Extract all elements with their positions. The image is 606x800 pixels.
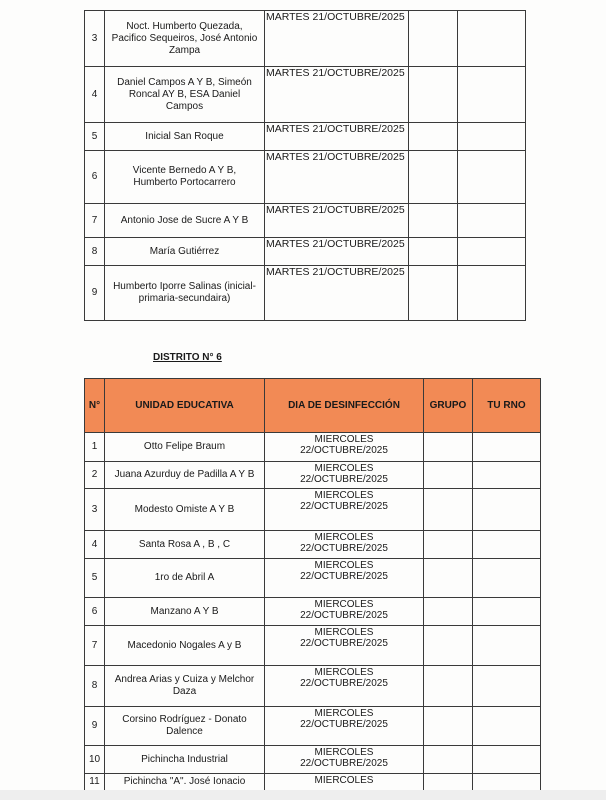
- unidad-educativa: Noct. Humberto Quezada, Pacifico Sequeiros, José Antonio Zampa: [105, 11, 265, 67]
- turno-cell: [473, 462, 541, 489]
- grupo-cell: [409, 204, 458, 238]
- grupo-cell: [424, 531, 473, 559]
- row-number: 9: [85, 266, 105, 321]
- row-number: 4: [85, 531, 105, 559]
- turno-cell: [473, 626, 541, 666]
- grupo-cell: [409, 11, 458, 67]
- dia-desinfeccion: MARTES 21/OCTUBRE/2025: [265, 238, 409, 266]
- grupo-cell: [424, 774, 473, 791]
- turno-cell: [473, 531, 541, 559]
- turno-cell: [458, 266, 526, 321]
- row-number: 1: [85, 433, 105, 462]
- table-row: [85, 707, 541, 746]
- dia-desinfeccion: MIERCOLES 22/OCTUBRE/2025: [265, 707, 424, 746]
- table-row: [85, 266, 526, 321]
- table-header-row: [85, 379, 541, 433]
- turno-cell: [473, 707, 541, 746]
- row-number: 3: [85, 489, 105, 531]
- turno-cell: [473, 598, 541, 626]
- table-row: [85, 123, 526, 151]
- turno-cell: [458, 204, 526, 238]
- district-title: DISTRITO N° 6: [153, 352, 222, 363]
- dia-desinfeccion: MIERCOLES: [265, 774, 424, 791]
- unidad-educativa: Inicial San Roque: [105, 123, 265, 151]
- grupo-cell: [409, 238, 458, 266]
- turno-cell: [473, 666, 541, 707]
- table-row: [85, 666, 541, 707]
- grupo-cell: [424, 746, 473, 774]
- turno-cell: [473, 559, 541, 598]
- table-row: [85, 746, 541, 774]
- dia-desinfeccion: MIERCOLES 22/OCTUBRE/2025: [265, 559, 424, 598]
- table-row: [85, 774, 541, 791]
- header-unidad: UNIDAD EDUCATIVA: [105, 379, 265, 433]
- grupo-cell: [424, 666, 473, 707]
- unidad-educativa: Modesto Omiste A Y B: [105, 489, 265, 531]
- unidad-educativa: Daniel Campos A Y B, Simeón Roncal AY B, ESA Daniel Campos: [105, 67, 265, 123]
- table-row: [85, 531, 541, 559]
- grupo-cell: [409, 123, 458, 151]
- header-dia: DIA DE DESINFECCIÓN: [265, 379, 424, 433]
- turno-cell: [473, 774, 541, 791]
- unidad-educativa: Manzano A Y B: [105, 598, 265, 626]
- header-n: N°: [85, 379, 105, 433]
- table-row: [85, 559, 541, 598]
- grupo-cell: [424, 598, 473, 626]
- grupo-cell: [424, 559, 473, 598]
- unidad-educativa: Corsino Rodríguez - Donato Dalence: [105, 707, 265, 746]
- page-bottom-edge: [0, 790, 606, 800]
- grupo-cell: [409, 151, 458, 204]
- row-number: 6: [85, 151, 105, 204]
- row-number: 7: [85, 204, 105, 238]
- grupo-cell: [424, 626, 473, 666]
- turno-cell: [458, 67, 526, 123]
- unidad-educativa: Vicente Bernedo A Y B, Humberto Portocarrero: [105, 151, 265, 204]
- dia-desinfeccion: MIERCOLES 22/OCTUBRE/2025: [265, 462, 424, 489]
- table-row: [85, 462, 541, 489]
- grupo-cell: [424, 433, 473, 462]
- unidad-educativa: Antonio Jose de Sucre A Y B: [105, 204, 265, 238]
- row-number: 7: [85, 626, 105, 666]
- row-number: 9: [85, 707, 105, 746]
- row-number: 3: [85, 11, 105, 67]
- dia-desinfeccion: MARTES 21/OCTUBRE/2025: [265, 11, 409, 67]
- turno-cell: [473, 489, 541, 531]
- table-row: [85, 489, 541, 531]
- unidad-educativa: Pichincha "A". José Ionacio: [105, 774, 265, 791]
- turno-cell: [458, 151, 526, 204]
- dia-desinfeccion: MARTES 21/OCTUBRE/2025: [265, 266, 409, 321]
- table-row: [85, 204, 526, 238]
- dia-desinfeccion: MIERCOLES 22/OCTUBRE/2025: [265, 666, 424, 707]
- row-number: 6: [85, 598, 105, 626]
- schedule-table-top: [84, 10, 526, 321]
- dia-desinfeccion: MARTES 21/OCTUBRE/2025: [265, 123, 409, 151]
- dia-desinfeccion: MIERCOLES 22/OCTUBRE/2025: [265, 626, 424, 666]
- row-number: 8: [85, 666, 105, 707]
- table-row: [85, 11, 526, 67]
- row-number: 10: [85, 746, 105, 774]
- unidad-educativa: Macedonio Nogales A y B: [105, 626, 265, 666]
- table-row: [85, 151, 526, 204]
- turno-cell: [458, 11, 526, 67]
- unidad-educativa: Humberto Iporre Salinas (inicial-primaria-secundaira): [105, 266, 265, 321]
- unidad-educativa: María Gutiérrez: [105, 238, 265, 266]
- dia-desinfeccion: MIERCOLES 22/OCTUBRE/2025: [265, 746, 424, 774]
- dia-desinfeccion: MARTES 21/OCTUBRE/2025: [265, 67, 409, 123]
- grupo-cell: [409, 67, 458, 123]
- header-turno: TU RNO: [473, 379, 541, 433]
- grupo-cell: [424, 707, 473, 746]
- dia-desinfeccion: MIERCOLES 22/OCTUBRE/2025: [265, 531, 424, 559]
- turno-cell: [458, 123, 526, 151]
- dia-desinfeccion: MARTES 21/OCTUBRE/2025: [265, 151, 409, 204]
- header-grupo: GRUPO: [424, 379, 473, 433]
- row-number: 4: [85, 67, 105, 123]
- table-row: [85, 433, 541, 462]
- unidad-educativa: Andrea Arias y Cuiza y Melchor Daza: [105, 666, 265, 707]
- turno-cell: [473, 433, 541, 462]
- grupo-cell: [424, 462, 473, 489]
- unidad-educativa: Santa Rosa A , B , C: [105, 531, 265, 559]
- dia-desinfeccion: MARTES 21/OCTUBRE/2025: [265, 204, 409, 238]
- unidad-educativa: Pichincha Industrial: [105, 746, 265, 774]
- table-row: [85, 67, 526, 123]
- row-number: 2: [85, 462, 105, 489]
- row-number: 11: [85, 774, 105, 791]
- dia-desinfeccion: MIERCOLES 22/OCTUBRE/2025: [265, 489, 424, 531]
- row-number: 8: [85, 238, 105, 266]
- unidad-educativa: 1ro de Abril A: [105, 559, 265, 598]
- dia-desinfeccion: MIERCOLES 22/OCTUBRE/2025: [265, 433, 424, 462]
- turno-cell: [458, 238, 526, 266]
- grupo-cell: [424, 489, 473, 531]
- table-row: [85, 238, 526, 266]
- schedule-table-district-6: [84, 378, 541, 791]
- grupo-cell: [409, 266, 458, 321]
- dia-desinfeccion: MIERCOLES 22/OCTUBRE/2025: [265, 598, 424, 626]
- table-row: [85, 626, 541, 666]
- table-row: [85, 598, 541, 626]
- row-number: 5: [85, 559, 105, 598]
- unidad-educativa: Otto Felipe Braum: [105, 433, 265, 462]
- unidad-educativa: Juana Azurduy de Padilla A Y B: [105, 462, 265, 489]
- turno-cell: [473, 746, 541, 774]
- row-number: 5: [85, 123, 105, 151]
